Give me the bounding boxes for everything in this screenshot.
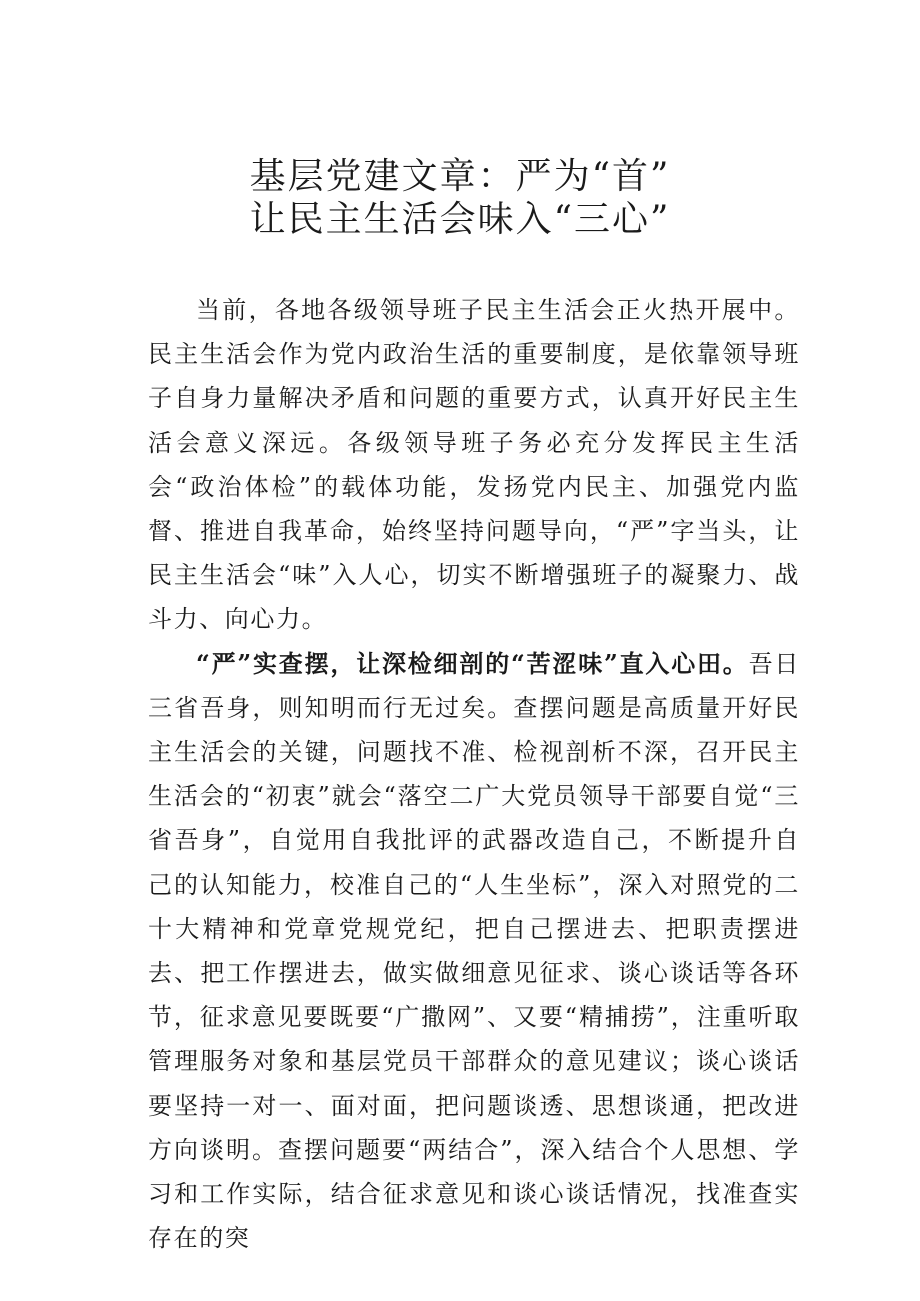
paragraph-text: 吾日三省吾身，则知明而行无过矣。查摆问题是高质量开好民主生活会的关键，问题找不准、检视剖析不深，召开民主生活会的“初衷”就会“落空二广大党员领导干部要自觉“三省吾身”，自觉用自我批评的武器改造自己，不断提升自己的认知能力，校准自己的“人生坐标”，深入对照党的二十大精神和党章党规党纪，把自己摆进去、把职责摆进去、把工作摆进去，做实做细意见征求、谈心谈话等各环节，征求意见要既要“广撒网”、又要“精捕捞”，注重听取管理服务对象和基层党员干部群众的意见建议；谈心谈话要坚持一对一、面对面，把问题谈透、思想谈通，把改进方向谈明。查摆问题要“两结合”，深入结合个人思想、学习和工作实际，结合征求意见和谈心谈话情况，找准查实存在的突 (148, 649, 800, 1253)
document-body (148, 288, 800, 1260)
paragraph-intro (148, 288, 800, 642)
section-heading: “严”实查摆，让深检细剖的“苦涩味”直入心田。 (196, 648, 749, 678)
paragraph-text: 当前，各地各级领导班子民主生活会正火热开展中。民主生活会作为党内政治生活的重要制度，是依靠领导班子自身力量解决矛盾和问题的重要方式，认真开好民主生活会意义深远。各级领导班子务必充分发挥民主生活会“政治体检”的载体功能，发扬党内民主、加强党内监督、推进自我革命，始终坚持问题导向，“严”字当头，让民主生活会“味”入人心，切实不断增强班子的凝聚力、战斗力、向心力。 (148, 296, 800, 634)
paragraph-section-1 (148, 642, 800, 1261)
document-title-line-1: 基层党建文章：严为“首” (249, 156, 671, 197)
document-title-line-2: 让民主生活会味入“三心” (249, 199, 671, 240)
